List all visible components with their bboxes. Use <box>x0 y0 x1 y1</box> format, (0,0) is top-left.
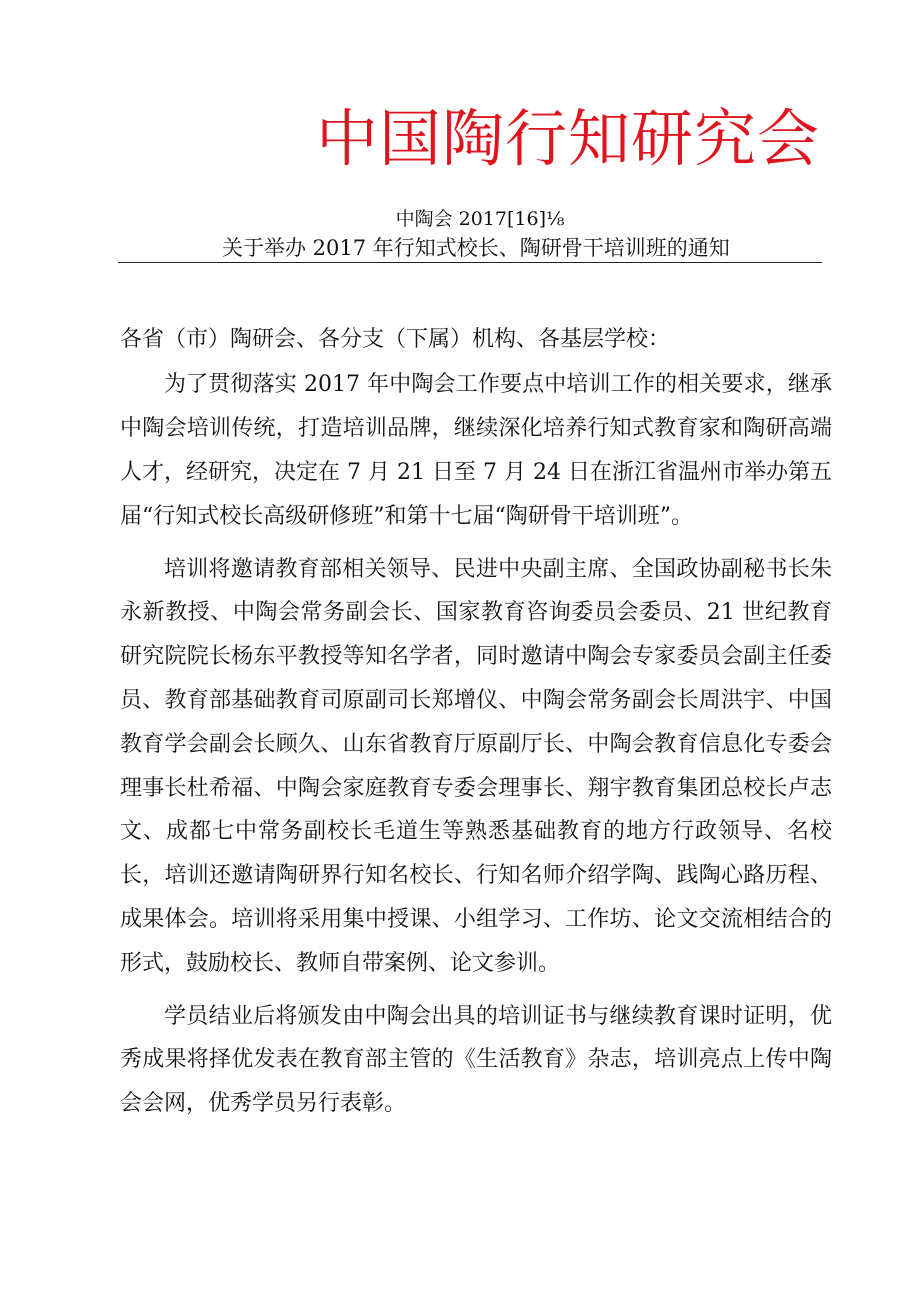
header-divider <box>118 262 822 263</box>
document-subject: 关于举办 2017 年行知式校长、陶研骨干培训班的通知 <box>222 236 730 260</box>
body-paragraph: 培训将邀请教育部相关领导、民进中央副主席、全国政协副秘书长朱永新教授、中陶会常务副会长、国家教育咨询委员会委员、21 世纪教育研究院院长杨东平教授等知名学者，同时邀请中陶会专家委员会副主任委员、教育部基础教育司原副司长郑增仪、中陶会常务副会长周洪宇、中国教育学会副会长顾久、山东省教育厅原副厅长、中陶会教育信息化专委会理事长杜希福、中陶会家庭教育专委会理事长、翔宇教育集团总校长卢志文、成都七中常务副校长毛道生等熟悉基础教育的地方行政领导、名校长，培训还邀请陶研界行知名校长、行知名师介绍学陶、践陶心路历程、成果体会。培训将采用集中授课、小组学习、工作坊、论文交流相结合的形式，鼓励校长、教师自带案例、论文参训。 <box>120 556 832 976</box>
document-number: 中陶会 2017[16]⅛ <box>395 208 565 230</box>
body-paragraph: 学员结业后将颁发由中陶会出具的培训证书与继续教育课时证明，优秀成果将择优发表在教育部主管的《生活教育》杂志，培训亮点上传中陶会会网，优秀学员另行表彰。 <box>120 1003 832 1117</box>
document-body <box>120 318 832 1126</box>
salutation: 各省（市）陶研会、各分支（下属）机构、各基层学校： <box>120 327 671 352</box>
organization-title: 中国陶行知研究会 <box>316 102 821 175</box>
body-paragraph: 为了贯彻落实 2017 年中陶会工作要点中培训工作的相关要求，继承中陶会培训传统，打造培训品牌，继续深化培养行知式教育家和陶研高端人才，经研究，决定在 7 月 21 日至 7 月 24 日在浙江省温州市举办第五届“行知式校长高级研修班”和第十七届“陶研骨干培训班”。 <box>120 372 832 529</box>
